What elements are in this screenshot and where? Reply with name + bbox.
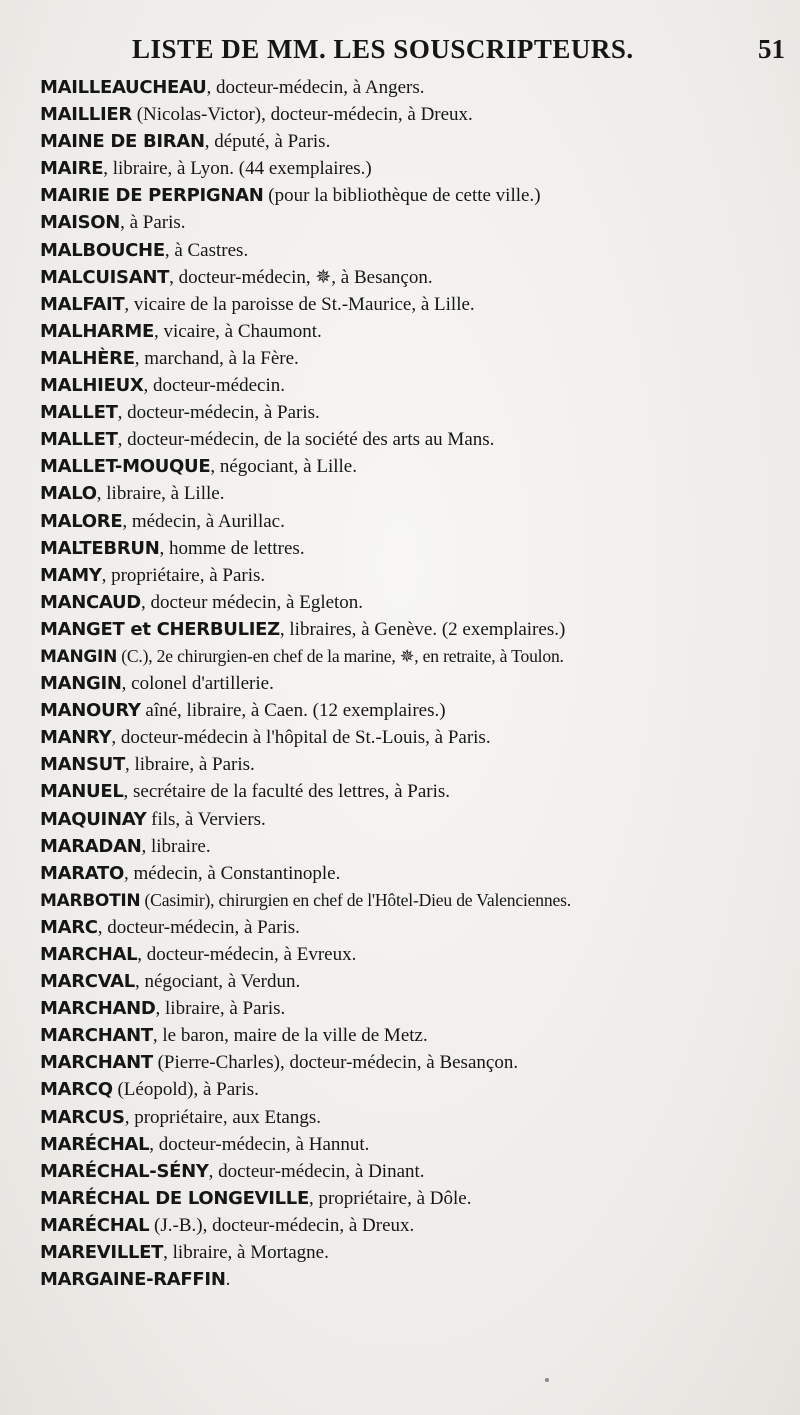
list-item — [40, 399, 795, 426]
subscriber-details: (pour la bibliothèque de cette ville.) — [263, 185, 541, 207]
subscriber-name: MAMY — [40, 564, 102, 586]
subscriber-name: MALLET — [40, 402, 118, 424]
list-item — [40, 101, 795, 128]
subscriber-details: , libraire. — [141, 835, 211, 857]
list-item — [40, 480, 795, 507]
list-item — [40, 1022, 795, 1049]
list-item — [40, 806, 795, 833]
list-item — [40, 670, 795, 697]
subscriber-details: , vicaire, à Chaumont. — [153, 320, 322, 342]
list-item — [40, 1158, 795, 1185]
subscriber-details: , docteur-médecin, de la société des arts au Mans. — [117, 429, 495, 451]
subscriber-details: , libraire, à Paris. — [155, 998, 286, 1020]
subscriber-name: MALTEBRUN — [40, 537, 160, 559]
subscriber-name: MARC — [40, 916, 98, 938]
subscriber-name: MARCQ — [40, 1079, 113, 1101]
subscriber-name: MAILLIER — [40, 104, 132, 126]
list-item — [40, 426, 795, 453]
subscriber-name: MARCVAL — [40, 971, 135, 993]
subscriber-details: , libraire, à Lille. — [96, 483, 225, 505]
subscriber-details: fils, à Verviers. — [146, 808, 266, 830]
subscriber-name: MAISON — [40, 212, 121, 234]
subscriber-details: , colonel d'artillerie. — [121, 673, 274, 695]
list-item — [40, 995, 795, 1022]
list-item — [40, 453, 795, 480]
list-item — [40, 968, 795, 995]
list-item — [40, 237, 795, 264]
subscriber-name: MARCHANT — [40, 1025, 153, 1047]
subscriber-name: MANRY — [40, 727, 112, 749]
list-item — [40, 372, 795, 399]
list-item — [40, 778, 795, 805]
list-item — [40, 616, 795, 643]
list-item — [40, 1049, 795, 1076]
list-item — [40, 887, 795, 914]
subscriber-name: MALORE — [40, 510, 123, 532]
subscriber-details: (Pierre-Charles), docteur-médecin, à Besançon. — [152, 1052, 519, 1074]
subscriber-details: , docteur-médecin, à Hannut. — [149, 1133, 370, 1155]
subscriber-details: . — [225, 1269, 231, 1291]
subscriber-details: , libraires, à Genève. (2 exemplaires.) — [279, 618, 566, 640]
list-item — [40, 1185, 795, 1212]
subscriber-details: , propriétaire, à Paris. — [101, 564, 266, 586]
list-item — [40, 74, 795, 101]
subscriber-name: MARÉCHAL-SÉNY — [40, 1160, 209, 1182]
list-item — [40, 697, 795, 724]
subscriber-details: , député, à Paris. — [204, 131, 331, 153]
subscriber-list — [40, 74, 795, 1293]
subscriber-name: MALO — [40, 483, 97, 505]
subscriber-name: MAIRIE DE PERPIGNAN — [40, 185, 264, 207]
subscriber-name: MARADAN — [40, 835, 142, 857]
subscriber-name: MAINE DE BIRAN — [40, 131, 205, 153]
subscriber-details: , secrétaire de la faculté des lettres, à Paris. — [123, 781, 451, 803]
subscriber-details: , médecin, à Constantinople. — [124, 862, 341, 884]
subscriber-name: MANUEL — [40, 781, 124, 803]
subscriber-name: MARÉCHAL DE LONGEVILLE — [40, 1187, 309, 1209]
subscriber-name: MALHARME — [40, 320, 154, 342]
subscriber-name: MALLET-MOUQUE — [40, 456, 211, 478]
page-title: LISTE DE MM. LES SOUSCRIPTEURS. — [132, 34, 634, 64]
subscriber-details: , à Castres. — [164, 239, 249, 261]
subscriber-name: MALLET — [40, 429, 118, 451]
ink-speck — [545, 1378, 549, 1382]
list-item — [40, 1131, 795, 1158]
list-item — [40, 1104, 795, 1131]
subscriber-details: , docteur médecin, à Egleton. — [140, 591, 364, 613]
subscriber-details: (Léopold), à Paris. — [112, 1079, 259, 1101]
subscriber-name: MANCAUD — [40, 591, 141, 613]
subscriber-details: , docteur-médecin, à Angers. — [206, 77, 425, 98]
subscriber-name: MANOURY — [40, 700, 141, 722]
subscriber-details: , propriétaire, à Dôle. — [308, 1187, 472, 1209]
subscriber-details: , libraire, à Mortagne. — [163, 1242, 329, 1264]
subscriber-name: MALBOUCHE — [40, 239, 165, 261]
subscriber-name: MANSUT — [40, 754, 125, 776]
list-item — [40, 1266, 795, 1293]
subscriber-details: , libraire, à Paris. — [124, 754, 255, 776]
subscriber-details: , docteur-médecin, à Paris. — [97, 916, 300, 938]
subscriber-details: , le baron, maire de la ville de Metz. — [152, 1025, 428, 1047]
list-item — [40, 1212, 795, 1239]
list-item — [40, 833, 795, 860]
subscriber-details: , docteur-médecin. — [143, 375, 285, 397]
subscriber-details: , négociant, à Verdun. — [134, 971, 301, 993]
subscriber-name: MARCHAL — [40, 944, 138, 965]
list-item — [40, 562, 795, 589]
subscriber-name: MALHIEUX — [40, 375, 144, 397]
subscriber-details: , négociant, à Lille. — [210, 456, 357, 478]
subscriber-name: MALFAIT — [40, 293, 125, 315]
subscriber-name: MALCUISANT — [40, 266, 170, 288]
subscriber-details: (C.), 2e chirurgien-en chef de la marine, ✵, en retraite, à Toulon. — [117, 645, 564, 666]
list-item — [40, 643, 795, 670]
list-item — [40, 291, 795, 318]
list-item — [40, 1076, 795, 1103]
subscriber-name: MARATO — [40, 862, 125, 884]
subscriber-details: (Casimir), chirurgien en chef de l'Hôtel-Dieu de Valenciennes. — [140, 889, 571, 910]
list-item — [40, 860, 795, 887]
subscriber-name: MARCHAND — [40, 998, 156, 1020]
subscriber-details: aîné, libraire, à Caen. (12 exemplaires.) — [140, 700, 446, 722]
subscriber-name: MAIRE — [40, 158, 104, 180]
list-item — [40, 264, 795, 291]
subscriber-details: , libraire, à Lyon. (44 exemplaires.) — [103, 158, 372, 180]
list-item — [40, 1239, 795, 1266]
subscriber-name: MALHÈRE — [40, 347, 135, 369]
subscriber-name: MARBOTIN — [40, 890, 141, 911]
subscriber-details: , docteur-médecin à l'hôpital de St.-Louis, à Paris. — [111, 727, 491, 749]
list-item — [40, 508, 795, 535]
subscriber-details: , médecin, à Aurillac. — [122, 510, 285, 532]
page-number: 51 — [758, 34, 785, 64]
list-item — [40, 345, 795, 372]
list-item — [40, 182, 795, 209]
subscriber-details: , docteur-médecin, à Evreux. — [137, 944, 357, 965]
subscriber-details: , vicaire de la paroisse de St.-Maurice, à Lille. — [124, 293, 475, 315]
subscriber-details: , à Paris. — [120, 212, 186, 234]
list-item — [40, 914, 795, 941]
subscriber-details: , docteur-médecin, ✵, à Besançon. — [169, 266, 433, 288]
subscriber-details: , marchand, à la Fère. — [134, 347, 299, 369]
page-header — [40, 34, 785, 70]
list-item — [40, 318, 795, 345]
subscriber-name: MARGAINE-RAFFIN — [40, 1269, 226, 1291]
list-item — [40, 724, 795, 751]
subscriber-name: MARCUS — [40, 1106, 125, 1128]
list-item — [40, 535, 795, 562]
list-item — [40, 751, 795, 778]
list-item — [40, 209, 795, 236]
list-item — [40, 155, 795, 182]
list-item — [40, 589, 795, 616]
subscriber-details: , docteur-médecin, à Dinant. — [208, 1160, 425, 1182]
subscriber-name: MARCHANT — [40, 1052, 153, 1074]
subscriber-details: , propriétaire, aux Etangs. — [124, 1106, 321, 1128]
subscriber-name: MANGIN — [40, 646, 118, 667]
subscriber-details: , homme de lettres. — [159, 537, 305, 559]
subscriber-name: MAQUINAY — [40, 808, 147, 830]
subscriber-name: MARÉCHAL — [40, 1214, 150, 1236]
subscriber-name: MAREVILLET — [40, 1242, 164, 1264]
subscriber-details: , docteur-médecin, à Paris. — [117, 402, 320, 424]
subscriber-details: (J.-B.), docteur-médecin, à Dreux. — [149, 1214, 415, 1236]
subscriber-name: MARÉCHAL — [40, 1133, 150, 1155]
subscriber-name: MAILLEAUCHEAU — [40, 77, 207, 98]
list-item — [40, 128, 795, 155]
list-item — [40, 941, 795, 968]
subscriber-details: (Nicolas-Victor), docteur-médecin, à Dreux. — [131, 104, 473, 126]
subscriber-name: MANGIN — [40, 673, 122, 695]
subscriber-name: MANGET et CHERBULIEZ — [40, 618, 280, 640]
